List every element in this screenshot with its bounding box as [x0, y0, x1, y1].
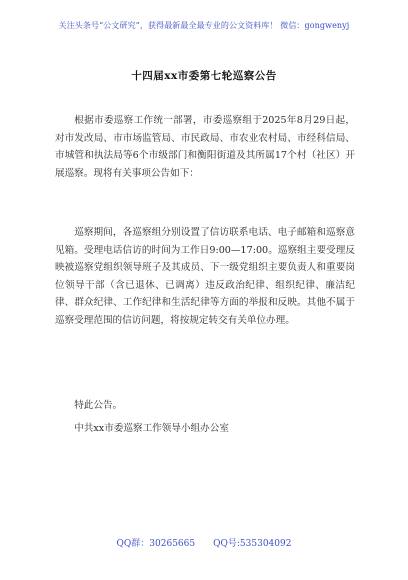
- footer-qq-group: QQ群：30265665: [116, 539, 196, 549]
- footer-qq-number: QQ号:535304092: [213, 539, 292, 549]
- paragraph-signature: 中共xx市委巡察工作领导小组办公室: [74, 423, 229, 434]
- footer-contact: [0, 536, 408, 549]
- paragraph-closing: 特此公告。: [74, 400, 123, 411]
- page-title: 十四届xx市委第七轮巡察公告: [131, 70, 277, 82]
- paragraph-details: 巡察期间，各巡察组分别设置了信访联系电话、电子邮箱和巡察意见箱。受理电话信访的时间为工作日9:00—17:00。巡察组主要受理反映被巡察党组织领导班子及其成员、下一级党组织主要负责人和重要岗位领导干部（含已退休、已调离）违反政治纪律、组织纪律、廉洁纪律、群众纪律、工作纪律和生活纪律等方面的举报和反映。其他不属于巡察受理范围的信访问题，将按规定转交有关单位办理。: [55, 227, 355, 326]
- header-promo-note: 关注头条号“公文研究”，获得最新最全最专业的公文资料库！ 微信：gongwenyj: [58, 21, 350, 30]
- paragraph-intro: 根据市委巡察工作统一部署，市委巡察组于2025年8月29日起，对市发改局、市市场监管局、市民政局、市农业农村局、市经科信局、市城管和执法局等6个市级部门和衡阳街道及其所属17个村（社区）开展巡察。现将有关事项公告如下：: [55, 115, 355, 179]
